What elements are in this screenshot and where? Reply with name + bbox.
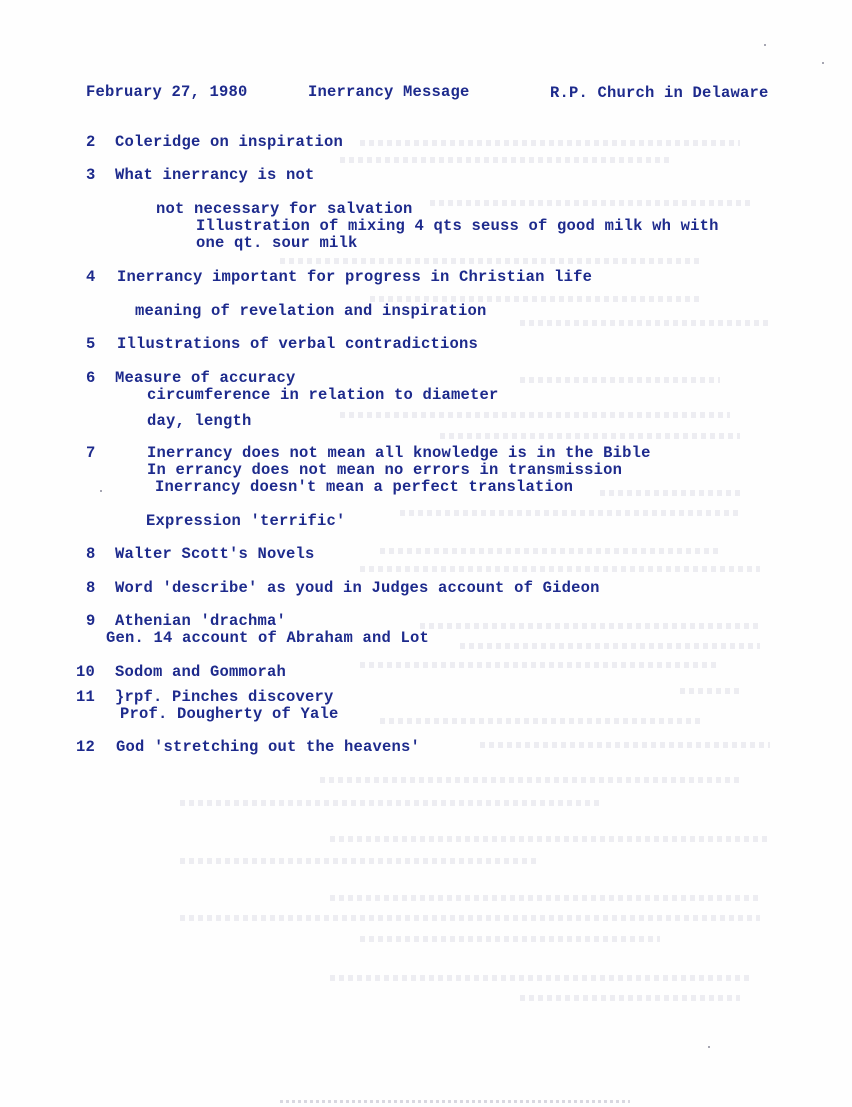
note-line: Coleridge on inspiration — [115, 133, 344, 151]
page-number: 7 — [86, 444, 96, 462]
note-line: Sodom and Gommorah — [115, 663, 287, 681]
note-line: In errancy does not mean no errors in transmission — [147, 461, 623, 479]
speck — [764, 44, 766, 46]
bleed-through — [180, 858, 540, 864]
note-line: Inerrancy important for progress in Christian life — [117, 268, 593, 286]
note-line: Illustrations of verbal contradictions — [117, 335, 479, 353]
header-church: R.P. Church in Delaware — [550, 84, 769, 102]
bleed-through — [430, 200, 750, 206]
bleed-through — [330, 836, 770, 842]
bleed-through — [520, 320, 770, 326]
bleed-through — [320, 777, 740, 783]
note-line: meaning of revelation and inspiration — [135, 302, 487, 320]
page-number: 2 — [86, 133, 96, 151]
bleed-through — [600, 490, 740, 496]
bottom-edge-bleed — [280, 1100, 630, 1103]
bleed-through — [520, 995, 740, 1001]
page-number: 12 — [76, 738, 96, 756]
bleed-through — [680, 688, 740, 694]
note-line: Athenian 'drachma' — [115, 612, 287, 630]
page-number: 6 — [86, 369, 96, 387]
note-line: Measure of accuracy — [115, 369, 296, 387]
note-line: God 'stretching out the heavens' — [116, 738, 421, 756]
bleed-through — [280, 258, 700, 264]
note-line: day, length — [147, 412, 252, 430]
note-line: }rpf. Pinches discovery — [115, 688, 334, 706]
page-number: 3 — [86, 166, 96, 184]
bleed-through — [330, 895, 760, 901]
page-number: 11 — [76, 688, 96, 706]
bleed-through — [330, 975, 750, 981]
bleed-through — [380, 548, 720, 554]
page-number: 8 — [86, 545, 96, 563]
bleed-through — [420, 623, 760, 629]
note-line: Inerrancy does not mean all knowledge is in the Bible — [147, 444, 651, 462]
bleed-through — [460, 643, 760, 649]
header-title: Inerrancy Message — [308, 83, 470, 101]
bleed-through — [180, 915, 760, 921]
bleed-through — [180, 800, 600, 806]
note-line: Walter Scott's Novels — [115, 545, 315, 563]
note-line: What inerrancy is not — [115, 166, 315, 184]
page-number: 4 — [86, 268, 96, 286]
note-line: Expression 'terrific' — [146, 512, 346, 530]
note-line: Gen. 14 account of Abraham and Lot — [106, 629, 430, 647]
bleed-through — [360, 662, 720, 668]
bleed-through — [520, 377, 720, 383]
page-number: 5 — [86, 335, 96, 353]
header-date: February 27, 1980 — [86, 83, 248, 101]
note-line: Inerrancy doesn't mean a perfect translation — [155, 478, 574, 496]
note-line: not necessary for salvation — [156, 200, 413, 218]
bleed-through — [360, 140, 740, 146]
page-number: 9 — [86, 612, 96, 630]
speck — [100, 490, 102, 492]
page-number: 8 — [86, 579, 96, 597]
bleed-through — [380, 718, 700, 724]
note-line: one qt. sour milk — [196, 234, 358, 252]
note-line: circumference in relation to diameter — [147, 386, 499, 404]
bleed-through — [360, 566, 760, 572]
bleed-through — [440, 433, 740, 439]
note-line: Illustration of mixing 4 qts seuss of good milk wh with — [196, 217, 719, 235]
bleed-through — [340, 157, 670, 163]
bleed-through — [340, 412, 730, 418]
bleed-through — [360, 936, 660, 942]
bleed-through — [400, 510, 740, 516]
bleed-through — [480, 742, 770, 748]
speck — [822, 62, 824, 64]
speck — [708, 1046, 710, 1048]
note-line: Word 'describe' as youd in Judges account of Gideon — [115, 579, 600, 597]
page-number: 10 — [76, 663, 96, 681]
note-line: Prof. Dougherty of Yale — [120, 705, 339, 723]
